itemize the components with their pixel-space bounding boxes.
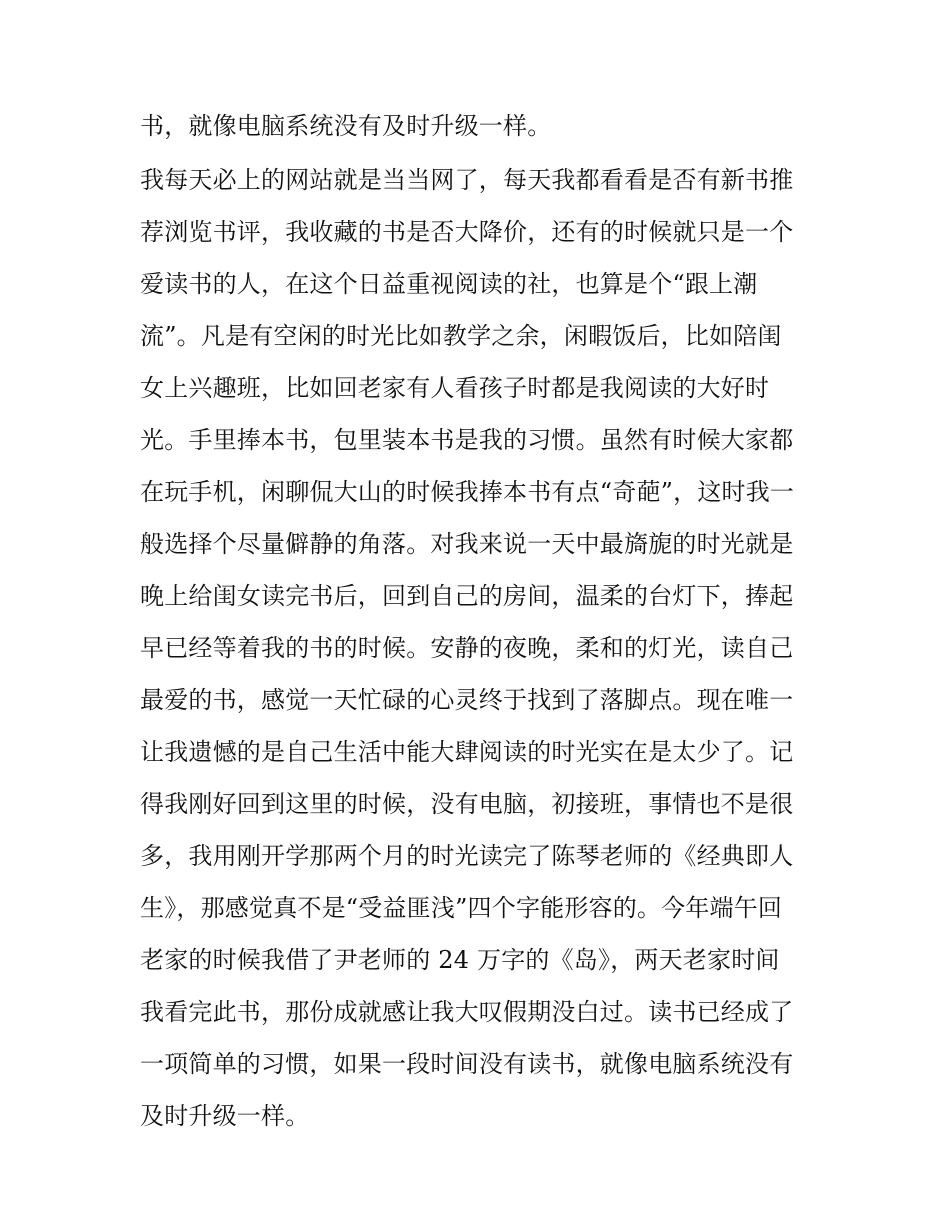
text-line: 光。手里捧本书，包里装本书是我的习惯。虽然有时候大家都 — [140, 426, 794, 454]
text-line: 老家的时候我借了尹老师的 24 万字的《岛》，两天老家时间 — [140, 946, 780, 974]
text-line: 得我刚好回到这里的时候，没有电脑，初接班，事情也不是很 — [140, 790, 794, 818]
text-line: 般选择个尽量僻静的角落。对我来说一天中最旖旎的时光就是 — [140, 530, 794, 558]
text-line: 让我遗憾的是自己生活中能大肆阅读的时光实在是太少了。记 — [140, 738, 794, 766]
text-line: 书，就像电脑系统没有及时升级一样。 — [140, 112, 552, 140]
text-line: 及时升级一样。 — [140, 1102, 310, 1130]
text-line: 晚上给闺女读完书后，回到自己的房间，温柔的台灯下，捧起 — [140, 582, 794, 610]
text-line: 我看完此书，那份成就感让我大叹假期没白过。读书已经成了 — [140, 998, 794, 1026]
text-line: 生》，那感觉真不是“受益匪浅”四个字能形容的。今年端午回 — [140, 894, 783, 922]
text-line: 早已经等着我的书的时候。安静的夜晚，柔和的灯光，读自己 — [140, 634, 794, 662]
text-line: 女上兴趣班，比如回老家有人看孩子时都是我阅读的大好时 — [140, 374, 770, 402]
text-line: 流”。凡是有空闲的时光比如教学之余，闲暇饭后，比如陪闺 — [140, 322, 782, 350]
text-line: 荐浏览书评，我收藏的书是否大降价，还有的时候就只是一个 — [140, 218, 794, 246]
text-line: 最爱的书，感觉一天忙碌的心灵终于找到了落脚点。现在唯一 — [140, 686, 794, 714]
text-line: 多，我用刚开学那两个月的时光读完了陈琴老师的《经典即人 — [140, 842, 794, 870]
text-line: 我每天必上的网站就是当当网了，每天我都看看是否有新书推 — [140, 166, 794, 194]
text-line: 一项简单的习惯，如果一段时间没有读书，就像电脑系统没有 — [140, 1050, 794, 1078]
text-line: 爱读书的人，在这个日益重视阅读的社，也算是个“跟上潮 — [140, 270, 758, 298]
text-line: 在玩手机，闲聊侃大山的时候我捧本书有点“奇葩”，这时我一 — [140, 478, 795, 506]
